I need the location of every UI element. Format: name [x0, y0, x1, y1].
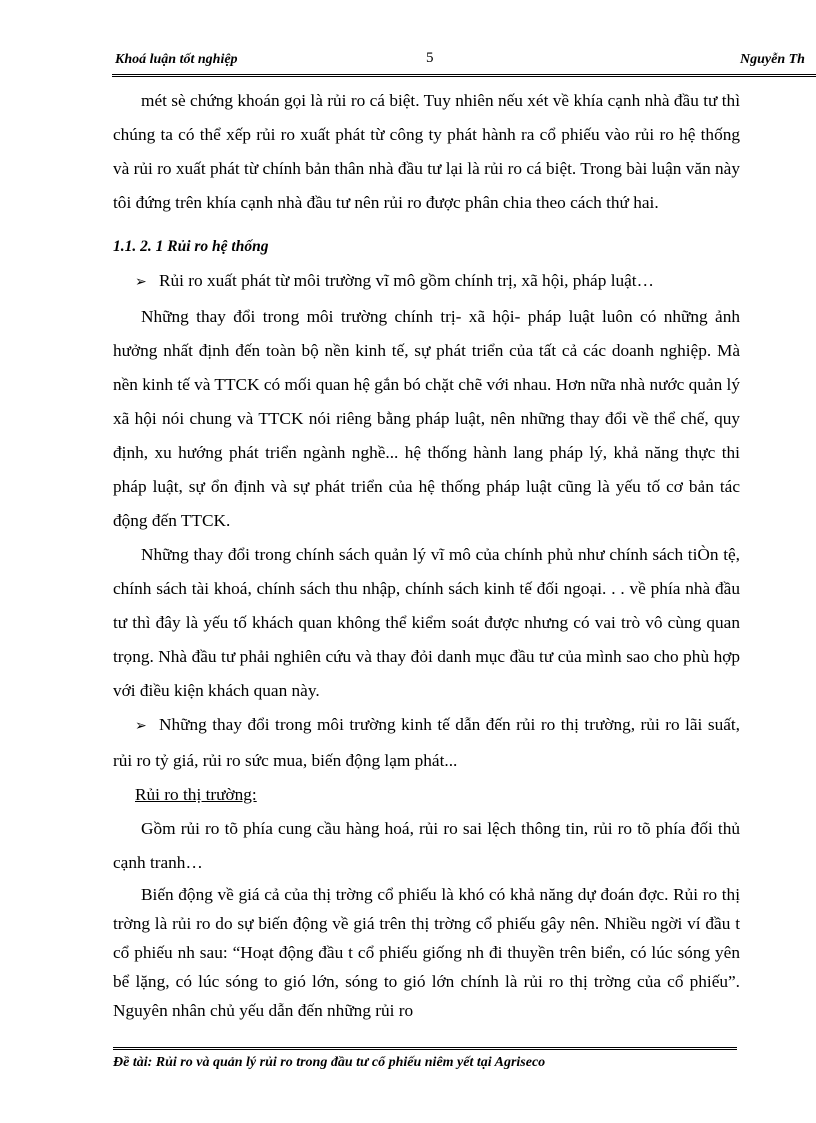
header-title: Khoá luận tốt nghiệp	[115, 52, 238, 67]
paragraph: Những thay đổi trong chính sách quản lý vĩ mô của chính phủ như chính sách tiÒn tệ, chính sách tài khoá, chính sách thu nhập, chính sách kinh tế đối ngoại. . . về phía nhà đầu tư thì đây là yếu tố khách quan không thể kiểm soát được nhưng có vai trò vô cùng quan trọng. Nhà đầu tư phải nghiên cứu và thay đỏi danh mục đầu tư của mình sao cho phù hợp với điều kiện khách quan này.	[113, 545, 740, 700]
arrow-bullet-icon: ➢	[135, 719, 147, 734]
paragraph: Biến động về giá cả của thị trờng cổ phiếu là khó có khả năng dự đoán đợc. Rủi ro thị trờng là rủi ro do sự biến động về giá trên thị trờng cổ phiếu gây nên. Nhiều ngời ví đầu t cổ phiếu nh sau: “Hoạt động đầu t cổ phiếu giống nh đi thuyền trên biển, có lúc sóng yên bể lặng, có lúc sóng to gió lớn, sóng to gió lớn chính là rủi ro thị trờng của cổ phiếu”. Nguyên nhân chủ yếu dẫn đến những rủi ro	[113, 885, 740, 1020]
page-number: 5	[426, 50, 434, 66]
section-heading: 1.1. 2. 1 Rủi ro hệ thống	[113, 238, 269, 255]
bullet-item	[113, 708, 740, 778]
footer-rule	[113, 1047, 737, 1050]
header-rule	[112, 74, 816, 77]
page-footer: Đề tài: Rủi ro và quản lý rủi ro trong đầu tư cổ phiếu niêm yết tại Agriseco	[113, 1055, 546, 1070]
paragraph: Gồm rủi ro tõ phía cung cầu hàng hoá, rủi ro sai lệch thông tin, rủi ro tõ phía đối thủ cạnh tranh…	[113, 819, 740, 872]
paragraph: mét sè chứng khoán gọi là rủi ro cá biệt. Tuy nhiên nếu xét về khía cạnh nhà đầu tư thì chúng ta có thể xếp rủi ro xuất phát từ công ty phát hành ra cổ phiếu vào rủi ro hệ thống và rủi ro xuất phát từ chính bản thân nhà đầu tư lại là rủi ro cá biệt. Trong bài luận văn này tôi đứng trên khía cạnh nhà đầu tư nên rủi ro được phân chia theo cách thứ hai.	[113, 91, 740, 212]
paragraph: Những thay đổi trong môi trường chính trị- xã hội- pháp luật luôn có những ảnh hưởng nhất định đến toàn bộ nền kinh tế, sự phát triển của tất cả các doanh nghiệp. Mà nền kinh tế và TTCK có mối quan hệ gắn bó chặt chẽ với nhau. Hơn nữa nhà nước quản lý xã hội nói chung và TTCK nói riêng bằng pháp luật, nên những thay đổi về thể chế, quy định, xu hướng phát triển ngành nghề... hệ thống hành lang pháp lý, khả năng thực thi pháp luật, sự ổn định và sự phát triển của hệ thống pháp luật cũng là yếu tố cơ bản tác động đến TTCK.	[113, 307, 740, 530]
header-author: Nguyễn Th	[740, 52, 805, 67]
bullet-text: Rủi ro xuất phát từ môi trường vĩ mô gồm chính trị, xã hội, pháp luật…	[159, 271, 654, 290]
arrow-bullet-icon: ➢	[135, 275, 147, 290]
subheading: Rủi ro thị trường:	[135, 785, 257, 804]
page-body	[113, 84, 740, 1025]
bullet-item	[113, 264, 740, 300]
page-header	[0, 52, 816, 72]
bullet-text: Những thay đổi trong môi trường kinh tế dẫn đến rủi ro thị trường, rủi ro lãi suất, rủi ro tỷ giá, rủi ro sức mua, biến động lạm phát...	[113, 715, 740, 770]
